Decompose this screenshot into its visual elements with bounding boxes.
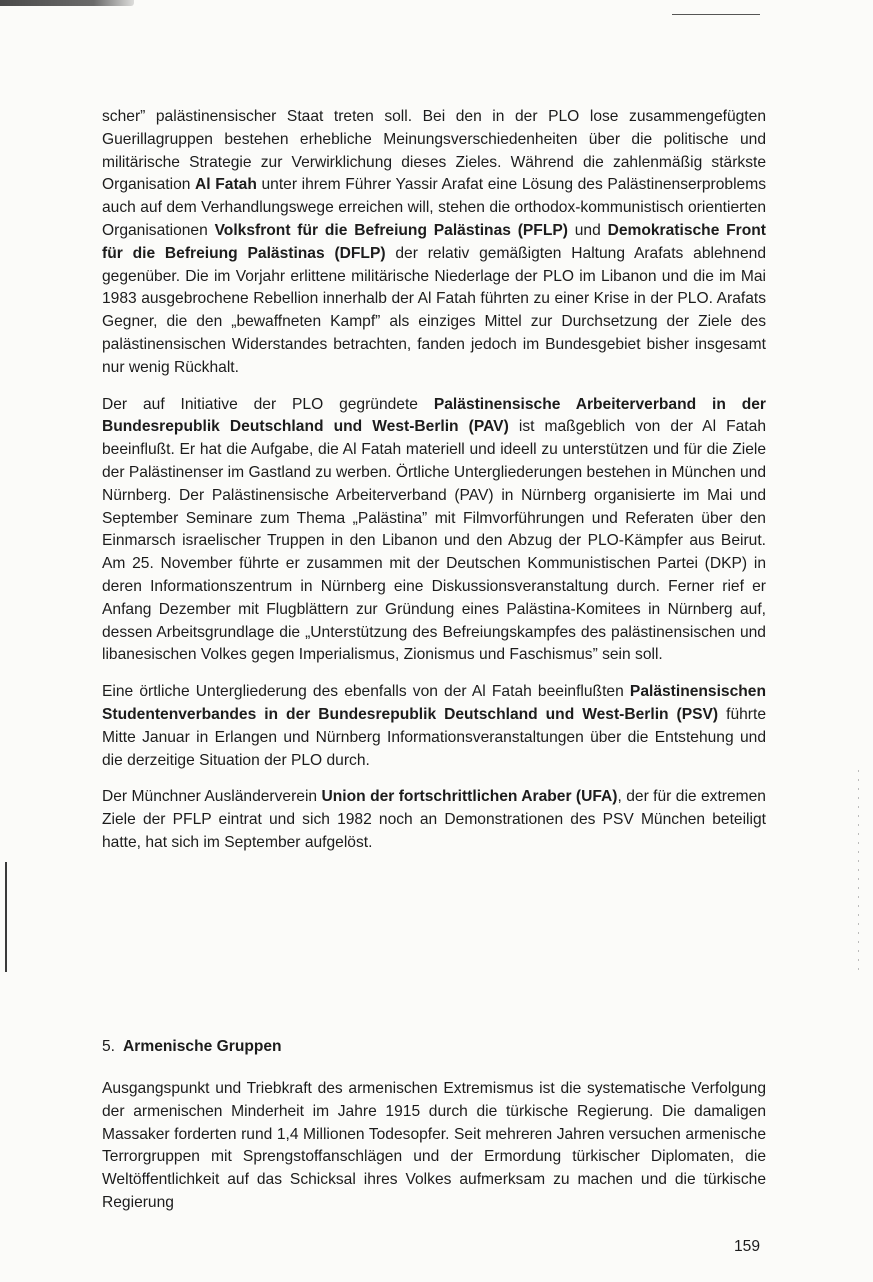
text-run: Eine örtliche Untergliederung des ebenfalls von der Al Fatah beeinflußten bbox=[102, 683, 630, 701]
section-heading bbox=[102, 1036, 766, 1059]
text-run: und bbox=[567, 221, 608, 239]
page-number: 159 bbox=[734, 1238, 761, 1255]
margin-change-bar bbox=[5, 862, 7, 972]
section-paragraph: Ausgangspunkt und Triebkraft des armenischen Extremismus ist die systematische Verfolgung der armenischen Minderheit im Jahre 1915 durch die türkische Regierung. Die damaligen Massaker forderten rund 1,4 Millionen Todesopfer. Seit mehreren Jahren versuchen armenische Terrorgruppen mit Sprengstoffanschlägen und der Ermordung türkischer Diplomaten, die Weltöffentlichkeit auf das Schicksal ihres Volkes aufmerksam zu machen und die türkische Regierung bbox=[102, 1080, 766, 1211]
bold-term: Al Fatah bbox=[195, 176, 257, 194]
text-run: der relativ gemäßigten Haltung Arafats ablehnend gegenüber. Die im Vorjahr erlittene militärische Niederlage der PLO im Libanon und die im Mai 1983 ausgebrochene Rebellion innerhalb der Al Fatah führten zu einer Krise in der PLO. Arafats Gegner, die den „bewaffneten Kampf” als einziges Mittel zur Durchsetzung der Ziele des palästinensischen Widerstandes betrachten, fanden jedoch im Bundesgebiet bisher insgesamt nur wenig Rückhalt. bbox=[102, 244, 767, 376]
text-run: unter ihrem Führer Yassir Arafat eine Lösung des Palästinenserproblems auch auf dem Verhandlungswege erreichen will, stehen die orthodox-kommunistisch orientierten Organisationen bbox=[102, 176, 767, 239]
scan-artifact-top-rule bbox=[672, 14, 760, 15]
text-run: ist maßgeblich von der Al Fatah beeinflußt. Er hat die Aufgabe, die Al Fatah materiell und ideell zu unterstützen und für die Ziele der Palästinenser im Gastland zu werben. Örtliche Untergliederungen bestehen in München und Nürnberg. Der Palästinensische Arbeiterverband (PAV) in Nürnberg organisierte im Mai und September Seminare zum Thema „Palästina” mit Filmvorführungen und Referaten über den Einmarsch israelischer Truppen in den Libanon und den Abzug der PLO-Kämpfer aus Beirut. Am 25. November führte er zusammen mit der Deutschen Kommunistischen Partei (DKP) in deren Informationszentrum in Nürnberg eine Diskussionsveranstaltung durch. Ferner rief er Anfang Dezember mit Flugblättern zur Gründung eines Palästina-Komitees in Nürnberg auf, dessen Arbeitsgrundlage die „Unterstützung des Befreiungskampfes des palästinensischen und libanesischen Volkes gegen Imperialismus, Zionismus und Faschismus” sein soll. bbox=[102, 418, 766, 664]
text-run: scher” palästinensischer Staat treten soll. Bei den in der PLO lose zusammengefügten Guerillagruppen bestehen erhebliche Meinungsverschiedenheiten über die politische und militärische Strategie zur Verwirklichung dieses Zieles. Während die zahlenmäßig stärkste Organisation bbox=[102, 108, 766, 194]
section-body bbox=[102, 1078, 766, 1215]
paragraph bbox=[102, 106, 766, 380]
bold-term: Palästinensische Arbeiterverband in der Bundesrepublik Deutschland und West-Berlin (PAV) bbox=[102, 395, 767, 436]
paragraph bbox=[102, 394, 766, 668]
text-run: , der für die extremen Ziele der PFLP eintrat und sich 1982 noch an Demonstrationen des PSV München beteiligt hatte, hat sich im September aufgelöst. bbox=[102, 788, 766, 851]
paragraph bbox=[102, 786, 766, 854]
section-title: Armenische Gruppen bbox=[123, 1038, 282, 1055]
bold-term: Palästinensischen Studentenverbandes in der Bundesrepublik Deutschland und West-Berlin (PSV) bbox=[102, 683, 766, 723]
text-run: Der auf Initiative der PLO gegründete bbox=[102, 395, 434, 413]
paragraph bbox=[102, 681, 766, 772]
text-run: führte Mitte Januar in Erlangen und Nürnberg Informationsveranstaltungen über die Entstehung und die derzeitige Situation der PLO durch. bbox=[102, 705, 766, 769]
bold-term: Union der fortschrittlichen Araber (UFA) bbox=[321, 788, 618, 806]
body-text bbox=[102, 106, 766, 869]
scan-artifact-right-edge bbox=[858, 770, 859, 970]
text-run: Der Münchner Ausländerverein bbox=[102, 788, 322, 806]
scan-artifact-top-left bbox=[0, 0, 134, 6]
section-number: 5. bbox=[102, 1038, 116, 1055]
bold-term: Demokratische Front für die Befreiung Palästinas (DFLP) bbox=[102, 221, 766, 262]
bold-term: Volksfront für die Befreiung Palästinas (PFLP) bbox=[214, 221, 568, 239]
